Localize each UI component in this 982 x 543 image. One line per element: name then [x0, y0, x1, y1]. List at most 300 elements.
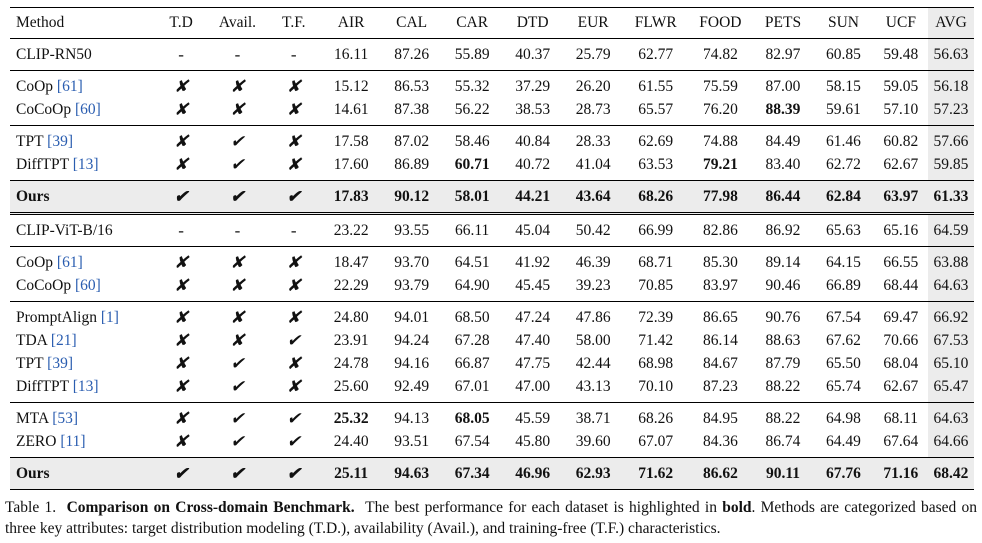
- citation-link[interactable]: [39]: [47, 133, 73, 150]
- method-label: TDA: [16, 332, 47, 349]
- ours-row: [10, 458, 974, 490]
- avg-cell: 65.10: [928, 352, 974, 375]
- cross-icon: ✘: [154, 403, 208, 431]
- score-cell: 70.10: [638, 378, 674, 395]
- column-header: FLWR: [623, 8, 688, 39]
- table-row: [10, 274, 974, 302]
- avg-cell: 68.42: [928, 458, 974, 490]
- cross-icon: ✘: [173, 331, 189, 350]
- cross-icon: ✘: [286, 155, 301, 174]
- score-cell: 40.84: [502, 126, 563, 154]
- score-cell: 87.26: [381, 39, 442, 71]
- score-cell: 86.89: [394, 156, 430, 173]
- method-name: [10, 329, 154, 352]
- method-name: [10, 181, 154, 214]
- method-label: DiffTPT: [16, 378, 69, 395]
- cross-icon: ✘: [208, 302, 266, 330]
- column-header: CAR: [442, 8, 503, 39]
- score-cell: 40.37: [502, 39, 563, 71]
- score-cell: 45.45: [515, 277, 551, 294]
- avg-cell: 57.66: [928, 126, 974, 154]
- column-header: PETS: [753, 8, 814, 39]
- column-header: Method: [10, 8, 154, 39]
- score-cell: 66.89: [826, 277, 861, 294]
- score-cell: 66.55: [874, 247, 928, 275]
- method-label: DiffTPT: [16, 156, 69, 173]
- avg-cell: 63.88: [928, 247, 974, 275]
- score-cell: 23.22: [321, 214, 382, 247]
- score-cell: 14.61: [333, 101, 369, 118]
- score-cell: 94.24: [394, 332, 430, 349]
- score-cell: 65.74: [826, 378, 861, 395]
- method-label: ZERO: [16, 433, 57, 450]
- score-cell: 94.01: [381, 302, 442, 330]
- score-cell: 74.88: [688, 126, 753, 154]
- avg-cell: 64.59: [928, 214, 974, 247]
- score-cell: 92.49: [394, 378, 430, 395]
- score-cell: 65.57: [638, 101, 674, 118]
- citation-link[interactable]: [11]: [60, 433, 86, 450]
- citation-link[interactable]: [21]: [50, 332, 77, 349]
- score-cell: 83.40: [765, 156, 801, 173]
- score-cell: 90.12: [381, 181, 442, 214]
- score-cell: 86.14: [702, 332, 738, 349]
- cross-icon: ✘: [286, 354, 301, 373]
- avg-cell: 67.53: [928, 329, 974, 352]
- score-cell: 88.63: [765, 332, 801, 349]
- score-cell: 87.02: [381, 126, 442, 154]
- score-cell: 67.54: [813, 302, 874, 330]
- method-label: Ours: [16, 465, 50, 482]
- score-cell: 82.97: [753, 39, 814, 71]
- score-cell: 39.23: [575, 277, 611, 294]
- citation-link[interactable]: [60]: [75, 101, 101, 118]
- score-cell: 79.21: [702, 156, 738, 173]
- score-cell: 25.32: [321, 403, 382, 431]
- score-cell: 64.98: [813, 403, 874, 431]
- cross-icon: ✘: [230, 100, 245, 119]
- score-cell: 68.44: [883, 277, 919, 294]
- dash-mark: -: [208, 214, 266, 247]
- score-cell: 63.53: [638, 156, 674, 173]
- score-cell: 43.13: [575, 378, 611, 395]
- score-cell: 60.82: [874, 126, 928, 154]
- score-cell: 67.76: [813, 458, 874, 490]
- caption-title: Comparison on Cross-domain Benchmark.: [66, 499, 355, 516]
- table-row: [10, 214, 974, 247]
- method-name: [10, 98, 154, 126]
- score-cell: 90.76: [753, 302, 814, 330]
- dash-mark: -: [267, 39, 321, 71]
- cross-icon: ✘: [154, 247, 208, 275]
- table-caption: [5, 497, 977, 539]
- score-cell: 24.40: [333, 433, 369, 450]
- score-cell: 86.92: [753, 214, 814, 247]
- score-cell: 68.98: [638, 355, 674, 372]
- score-cell: 66.11: [442, 214, 503, 247]
- check-icon: ✔: [230, 155, 245, 174]
- score-cell: 17.60: [333, 156, 369, 173]
- method-label: CLIP-RN50: [16, 46, 92, 63]
- score-cell: 45.80: [515, 433, 551, 450]
- score-cell: 67.64: [883, 433, 919, 450]
- method-label: CoOp: [16, 78, 54, 95]
- cross-icon: ✘: [173, 276, 189, 295]
- table-row: [10, 98, 974, 126]
- cross-icon: ✘: [267, 247, 321, 275]
- column-header: CAL: [381, 8, 442, 39]
- score-cell: 47.24: [502, 302, 563, 330]
- score-cell: 68.26: [623, 181, 688, 214]
- dash-mark: -: [154, 214, 208, 247]
- method-name: [10, 352, 154, 375]
- score-cell: 64.15: [813, 247, 874, 275]
- score-cell: 46.96: [502, 458, 563, 490]
- method-name: [10, 71, 154, 99]
- score-cell: 87.23: [702, 378, 738, 395]
- score-cell: 68.05: [442, 403, 503, 431]
- score-cell: 65.50: [826, 355, 861, 372]
- table-row: [10, 247, 974, 275]
- score-cell: 47.40: [515, 332, 551, 349]
- score-cell: 77.98: [688, 181, 753, 214]
- score-cell: 68.50: [442, 302, 503, 330]
- cross-icon: ✘: [286, 276, 301, 295]
- score-cell: 87.79: [765, 355, 801, 372]
- cross-icon: ✘: [230, 331, 245, 350]
- method-name: [10, 274, 154, 302]
- cross-icon: ✘: [208, 247, 266, 275]
- column-header: T.D: [154, 8, 208, 39]
- method-name: [10, 375, 154, 403]
- citation-link[interactable]: [1]: [100, 309, 119, 326]
- score-cell: 62.67: [883, 378, 919, 395]
- score-cell: 86.65: [688, 302, 753, 330]
- score-cell: 55.32: [442, 71, 503, 99]
- score-cell: 82.86: [688, 214, 753, 247]
- column-header: Avail.: [208, 8, 266, 39]
- method-name: [10, 214, 154, 247]
- score-cell: 47.75: [515, 355, 551, 372]
- score-cell: 68.26: [623, 403, 688, 431]
- score-cell: 68.71: [623, 247, 688, 275]
- score-cell: 64.90: [454, 277, 490, 294]
- cross-icon: ✘: [154, 71, 208, 99]
- check-icon: ✔: [267, 458, 321, 490]
- dash-mark: -: [208, 39, 266, 71]
- score-cell: 17.58: [321, 126, 382, 154]
- score-cell: 67.54: [454, 433, 490, 450]
- score-cell: 45.59: [502, 403, 563, 431]
- column-header: T.F.: [267, 8, 321, 39]
- caption-text-2: . Methods are categorized based on three key attributes: target distribution modeling (T.D.), availability (Avail.), and training-free (T.F.) characteristics.: [5, 499, 978, 537]
- score-cell: 93.70: [381, 247, 442, 275]
- score-cell: 88.39: [765, 101, 801, 118]
- check-icon: ✔: [286, 432, 301, 451]
- score-cell: 61.55: [623, 71, 688, 99]
- table-row: [10, 39, 974, 71]
- method-name: [10, 458, 154, 490]
- score-cell: 24.80: [321, 302, 382, 330]
- header-row: [10, 8, 974, 39]
- table-row: [10, 352, 974, 375]
- method-name: [10, 153, 154, 181]
- column-header: DTD: [502, 8, 563, 39]
- method-label: TPT: [16, 133, 44, 150]
- score-cell: 67.28: [454, 332, 490, 349]
- score-cell: 41.04: [575, 156, 611, 173]
- citation-link[interactable]: [39]: [47, 355, 73, 372]
- check-icon: ✔: [267, 403, 321, 431]
- cross-icon: ✘: [267, 126, 321, 154]
- score-cell: 59.48: [874, 39, 928, 71]
- score-cell: 87.38: [394, 101, 430, 118]
- score-cell: 38.53: [515, 101, 551, 118]
- score-cell: 28.73: [575, 101, 611, 118]
- score-cell: 67.34: [442, 458, 503, 490]
- cross-icon: ✘: [173, 354, 189, 373]
- check-icon: ✔: [267, 181, 321, 214]
- table-row: [10, 71, 974, 99]
- cross-icon: ✘: [267, 71, 321, 99]
- score-cell: 44.21: [502, 181, 563, 214]
- score-cell: 28.33: [563, 126, 624, 154]
- comparison-table: [10, 7, 974, 490]
- avg-cell: 56.18: [928, 71, 974, 99]
- score-cell: 63.97: [874, 181, 928, 214]
- method-label: Ours: [16, 188, 50, 205]
- score-cell: 40.72: [515, 156, 551, 173]
- score-cell: 71.16: [874, 458, 928, 490]
- score-cell: 74.82: [688, 39, 753, 71]
- score-cell: 24.78: [333, 355, 369, 372]
- score-cell: 70.66: [883, 332, 919, 349]
- avg-cell: 65.47: [928, 375, 974, 403]
- score-cell: 94.13: [381, 403, 442, 431]
- score-cell: 58.46: [442, 126, 503, 154]
- score-cell: 58.15: [813, 71, 874, 99]
- score-cell: 23.91: [333, 332, 369, 349]
- table-body: [10, 8, 974, 490]
- score-cell: 25.79: [563, 39, 624, 71]
- score-cell: 65.16: [874, 214, 928, 247]
- score-cell: 61.46: [813, 126, 874, 154]
- avg-cell: 64.66: [928, 430, 974, 458]
- score-cell: 67.62: [826, 332, 861, 349]
- score-cell: 26.20: [563, 71, 624, 99]
- score-cell: 59.05: [874, 71, 928, 99]
- score-cell: 71.42: [638, 332, 674, 349]
- score-cell: 66.87: [454, 355, 490, 372]
- score-cell: 72.39: [623, 302, 688, 330]
- method-name: [10, 302, 154, 330]
- score-cell: 46.39: [563, 247, 624, 275]
- table-row: [10, 375, 974, 403]
- column-header: AIR: [321, 8, 382, 39]
- score-cell: 66.99: [623, 214, 688, 247]
- score-cell: 84.49: [753, 126, 814, 154]
- method-name: [10, 403, 154, 431]
- score-cell: 68.11: [874, 403, 928, 431]
- avg-cell: 56.63: [928, 39, 974, 71]
- score-cell: 67.01: [454, 378, 490, 395]
- score-cell: 94.63: [381, 458, 442, 490]
- avg-cell: 61.33: [928, 181, 974, 214]
- score-cell: 62.69: [623, 126, 688, 154]
- table-row: [10, 430, 974, 458]
- check-icon: ✔: [230, 354, 245, 373]
- cross-icon: ✘: [208, 71, 266, 99]
- score-cell: 41.92: [502, 247, 563, 275]
- table-row: [10, 153, 974, 181]
- citation-link[interactable]: [13]: [72, 156, 99, 173]
- method-label: MTA: [16, 410, 49, 427]
- method-name: [10, 39, 154, 71]
- score-cell: 42.44: [575, 355, 611, 372]
- score-cell: 55.89: [442, 39, 503, 71]
- score-cell: 62.77: [623, 39, 688, 71]
- check-icon: ✔: [208, 458, 266, 490]
- score-cell: 88.22: [753, 403, 814, 431]
- citation-link[interactable]: [61]: [56, 78, 83, 95]
- score-cell: 15.12: [321, 71, 382, 99]
- cross-icon: ✘: [286, 377, 301, 396]
- score-cell: 67.07: [638, 433, 674, 450]
- score-cell: 86.53: [381, 71, 442, 99]
- score-cell: 58.00: [575, 332, 611, 349]
- method-label: CLIP-ViT-B/16: [16, 222, 113, 239]
- cross-icon: ✘: [173, 432, 189, 451]
- method-label: CoCoOp: [16, 101, 72, 118]
- score-cell: 87.00: [753, 71, 814, 99]
- score-cell: 83.97: [702, 277, 738, 294]
- score-cell: 62.67: [883, 156, 919, 173]
- column-header: UCF: [874, 8, 928, 39]
- avg-cell: 64.63: [928, 274, 974, 302]
- ours-row: [10, 181, 974, 214]
- score-cell: 60.85: [813, 39, 874, 71]
- score-cell: 38.71: [563, 403, 624, 431]
- method-label: CoOp: [16, 254, 54, 271]
- method-name: [10, 126, 154, 154]
- cross-icon: ✘: [173, 377, 189, 396]
- score-cell: 68.04: [883, 355, 919, 372]
- score-cell: 85.30: [688, 247, 753, 275]
- method-name: [10, 247, 154, 275]
- score-cell: 56.22: [454, 101, 490, 118]
- score-cell: 84.95: [688, 403, 753, 431]
- score-cell: 58.01: [442, 181, 503, 214]
- check-icon: ✔: [208, 181, 266, 214]
- score-cell: 86.74: [765, 433, 801, 450]
- score-cell: 62.93: [563, 458, 624, 490]
- table-row: [10, 302, 974, 330]
- check-icon: ✔: [208, 126, 266, 154]
- cross-icon: ✘: [267, 302, 321, 330]
- cross-icon: ✘: [154, 126, 208, 154]
- score-cell: 43.64: [563, 181, 624, 214]
- score-cell: 88.22: [765, 378, 801, 395]
- table-row: [10, 126, 974, 154]
- avg-cell: 57.23: [928, 98, 974, 126]
- cross-icon: ✘: [286, 100, 301, 119]
- citation-link[interactable]: [13]: [72, 378, 99, 395]
- method-name: [10, 430, 154, 458]
- score-cell: 60.71: [454, 156, 490, 173]
- score-cell: 57.10: [883, 101, 919, 118]
- score-cell: 70.85: [638, 277, 674, 294]
- score-cell: 93.51: [394, 433, 430, 450]
- check-icon: ✔: [286, 331, 301, 350]
- dash-mark: -: [267, 214, 321, 247]
- score-cell: 25.60: [333, 378, 369, 395]
- score-cell: 64.51: [442, 247, 503, 275]
- score-cell: 50.42: [563, 214, 624, 247]
- column-header: SUN: [813, 8, 874, 39]
- score-cell: 86.62: [688, 458, 753, 490]
- score-cell: 59.61: [826, 101, 861, 118]
- score-cell: 76.20: [702, 101, 738, 118]
- score-cell: 47.86: [563, 302, 624, 330]
- score-cell: 93.79: [394, 277, 430, 294]
- score-cell: 25.11: [321, 458, 382, 490]
- citation-link[interactable]: [61]: [56, 254, 83, 271]
- caption-bold-word: bold: [722, 499, 752, 516]
- score-cell: 84.36: [702, 433, 738, 450]
- score-cell: 90.11: [753, 458, 814, 490]
- caption-label: Table 1.: [5, 499, 57, 516]
- score-cell: 93.55: [381, 214, 442, 247]
- score-cell: 69.47: [874, 302, 928, 330]
- column-header: AVG: [928, 8, 974, 39]
- score-cell: 94.16: [394, 355, 430, 372]
- score-cell: 17.83: [321, 181, 382, 214]
- score-cell: 64.49: [826, 433, 861, 450]
- avg-cell: 59.85: [928, 153, 974, 181]
- cross-icon: ✘: [230, 276, 245, 295]
- check-icon: ✔: [154, 458, 208, 490]
- cross-icon: ✘: [173, 155, 189, 174]
- score-cell: 71.62: [623, 458, 688, 490]
- score-cell: 37.29: [502, 71, 563, 99]
- cross-icon: ✘: [154, 302, 208, 330]
- check-icon: ✔: [154, 181, 208, 214]
- avg-cell: 66.92: [928, 302, 974, 330]
- method-label: PromptAlign: [16, 309, 97, 326]
- score-cell: 75.59: [688, 71, 753, 99]
- method-label: CoCoOp: [16, 277, 72, 294]
- score-cell: 84.67: [702, 355, 738, 372]
- score-cell: 22.29: [333, 277, 369, 294]
- check-icon: ✔: [230, 432, 245, 451]
- score-cell: 90.46: [765, 277, 801, 294]
- check-icon: ✔: [208, 403, 266, 431]
- cross-icon: ✘: [173, 100, 189, 119]
- score-cell: 47.00: [515, 378, 551, 395]
- score-cell: 16.11: [321, 39, 382, 71]
- citation-link[interactable]: [60]: [75, 277, 101, 294]
- dash-mark: -: [154, 39, 208, 71]
- check-icon: ✔: [230, 377, 245, 396]
- table-row: [10, 329, 974, 352]
- method-label: TPT: [16, 355, 44, 372]
- citation-link[interactable]: [53]: [52, 410, 79, 427]
- avg-cell: 64.63: [928, 403, 974, 431]
- table-row: [10, 403, 974, 431]
- score-cell: 65.63: [813, 214, 874, 247]
- caption-text-1: The best performance for each dataset is highlighted in: [365, 499, 717, 516]
- column-header: EUR: [563, 8, 624, 39]
